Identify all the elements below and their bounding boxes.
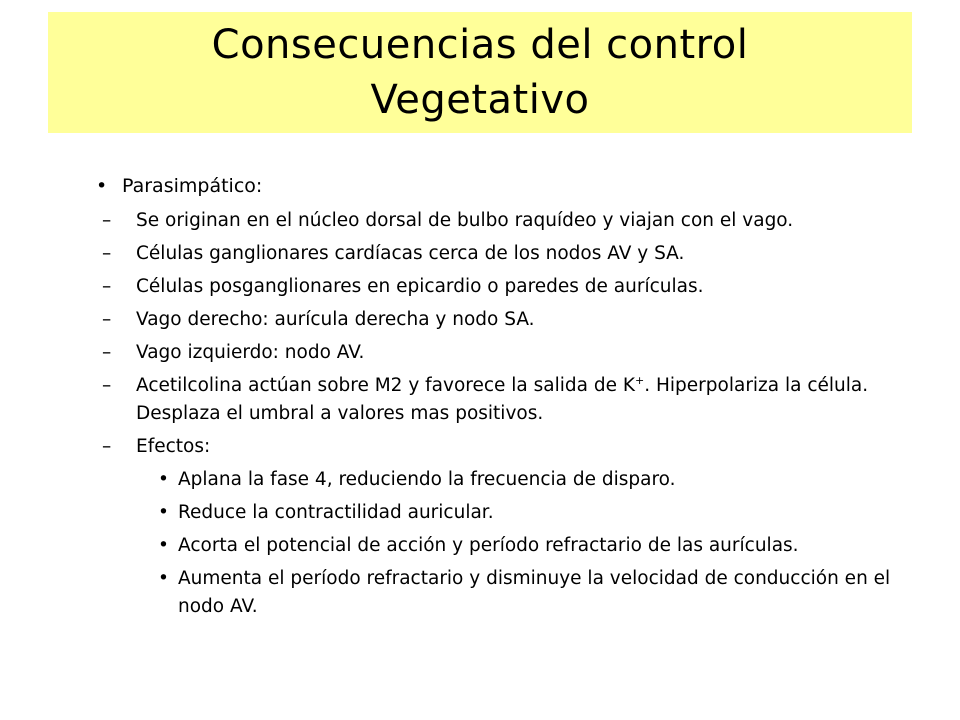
dash-icon: – (102, 243, 112, 264)
bullet-icon: • (158, 502, 169, 523)
list-item (102, 207, 916, 235)
dash-icon: – (102, 342, 112, 363)
potassium-superscript: + (635, 373, 645, 387)
bullet-icon: • (96, 175, 108, 197)
list-item-text: Vago izquierdo: nodo AV. (136, 342, 365, 363)
bullet-parasimpatico (96, 172, 960, 200)
list-item-efectos (102, 433, 916, 461)
effect-text: Reduce la contractilidad auricular. (178, 502, 494, 523)
effect-item (158, 532, 918, 560)
effect-item (158, 499, 918, 527)
list-item (102, 306, 916, 334)
list-item-text: Vago derecho: aurícula derecha y nodo SA. (136, 309, 535, 330)
title-banner (48, 12, 912, 133)
dash-icon: – (102, 309, 112, 330)
acetyl-text-pre: Acetilcolina actúan sobre M2 y favorece la salida de K (136, 375, 636, 396)
list-item (102, 273, 916, 301)
effect-item (158, 565, 918, 621)
bullet-text: Parasimpático: (122, 175, 263, 197)
dash-icon: – (102, 375, 112, 396)
list-item (102, 339, 916, 367)
slide-title-line-1: Consecuencias del control (211, 21, 749, 68)
slide-body (0, 172, 960, 626)
list-item-text: Células ganglionares cardíacas cerca de los nodos AV y SA. (136, 243, 685, 264)
bullet-icon: • (158, 535, 169, 556)
list-item-text: Efectos: (136, 436, 211, 457)
bullet-icon: • (158, 469, 169, 490)
dash-icon: – (102, 436, 112, 457)
effect-text: Acorta el potencial de acción y período refractario de las aurículas. (178, 535, 799, 556)
acetyl-text-post: . Hiperpolariza la célula. Desplaza el umbral a valores mas positivos. (136, 375, 869, 424)
slide-title-line-2: Vegetativo (370, 76, 590, 123)
effect-text: Aumenta el período refractario y disminuye la velocidad de conducción en el nodo AV. (178, 568, 891, 617)
dash-icon: – (102, 210, 112, 231)
effect-item (158, 466, 918, 494)
list-item-acetilcolina (102, 372, 916, 428)
dash-icon: – (102, 276, 112, 297)
slide-title (212, 18, 749, 128)
list-item-text: Células posganglionares en epicardio o paredes de aurículas. (136, 276, 704, 297)
list-item-text: Se originan en el núcleo dorsal de bulbo raquídeo y viajan con el vago. (136, 210, 794, 231)
bullet-icon: • (158, 568, 169, 589)
list-item (102, 240, 916, 268)
effect-text: Aplana la fase 4, reduciendo la frecuencia de disparo. (178, 469, 676, 490)
